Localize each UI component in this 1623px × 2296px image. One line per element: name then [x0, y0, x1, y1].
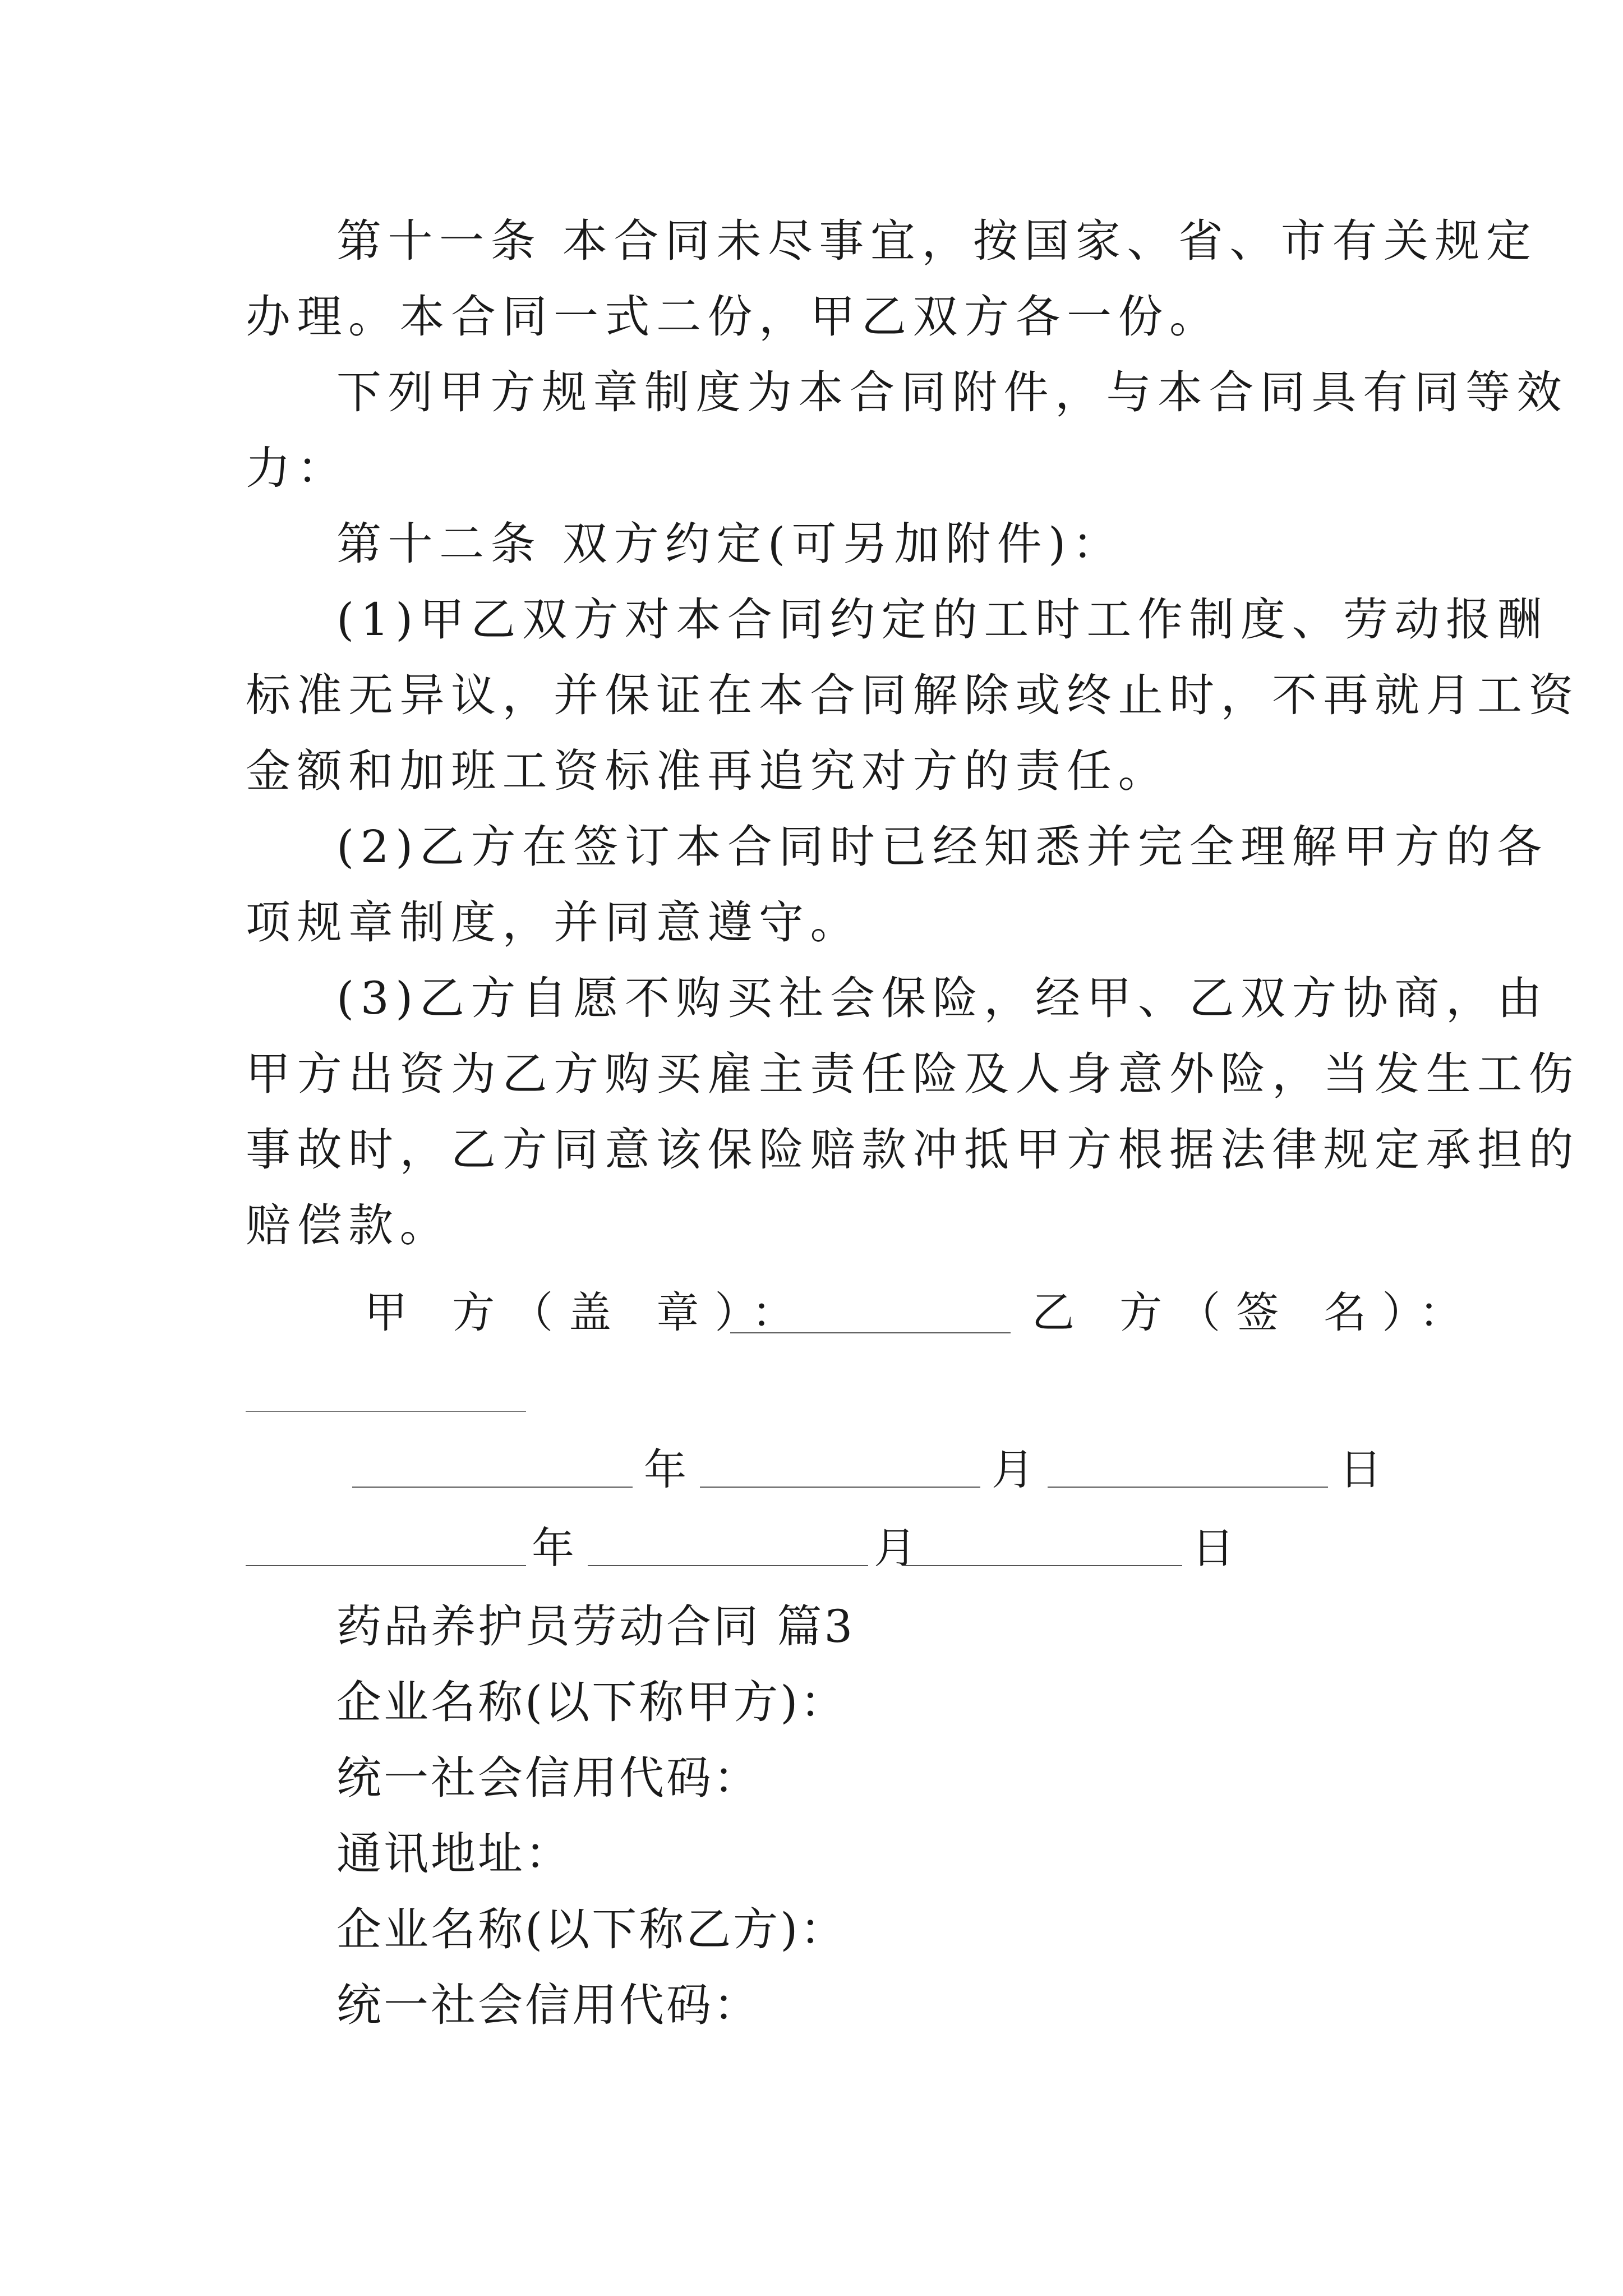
- party-a-day-label: 日: [1339, 1444, 1382, 1494]
- clause-2-line-1: (2)乙方在签订本合同时已经知悉并完全理解甲方的各: [336, 821, 1548, 873]
- company-a-name-field: 企业名称(以下称甲方)：: [336, 1676, 847, 1728]
- party-b-signature-blank[interactable]: [246, 1372, 526, 1412]
- clause-3-line-3: 事故时，乙方同意该保险赔款冲抵甲方根据法律规定承担的: [246, 1124, 1580, 1176]
- article-12-title: 第十二条 双方约定(可另加附件)：: [336, 518, 1124, 570]
- annex-line-1: 下列甲方规章制度为本合同附件，与本合同具有同等效: [336, 366, 1568, 418]
- party-b-day-blank[interactable]: [902, 1526, 1182, 1566]
- party-a-year-blank[interactable]: [352, 1447, 633, 1488]
- party-a-year-label: 年: [644, 1444, 686, 1494]
- party-a-day-blank[interactable]: [1048, 1447, 1328, 1488]
- article-11-line-2: 办理。本合同一式二份，甲乙双方各一份。: [246, 291, 1221, 343]
- party-a-month-blank[interactable]: [700, 1447, 980, 1488]
- party-b-year-label: 年: [532, 1523, 574, 1573]
- party-b-year-blank[interactable]: [246, 1526, 526, 1566]
- company-b-name-field: 企业名称(以下称乙方)：: [336, 1903, 847, 1955]
- clause-2-line-2: 项规章制度，并同意遵守。: [246, 896, 861, 949]
- party-b-day-label: 日: [1192, 1523, 1234, 1573]
- clause-3-line-1: (3)乙方自愿不购买社会保险，经甲、乙双方协商，由: [336, 972, 1548, 1024]
- party-b-signature-label: 乙 方（签 名）：: [1032, 1287, 1478, 1337]
- party-b-month-blank[interactable]: [588, 1526, 868, 1566]
- party-b-month-label: 月: [874, 1523, 916, 1573]
- clause-1-line-2: 标准无异议，并保证在本合同解除或终止时，不再就月工资: [246, 669, 1580, 721]
- clause-3-line-2: 甲方出资为乙方购买雇主责任险及人身意外险，当发生工伤: [246, 1048, 1580, 1100]
- section-3-heading: 药品养护员劳动合同 篇3: [336, 1600, 855, 1653]
- company-a-credit-code-field: 统一社会信用代码：: [336, 1752, 760, 1804]
- party-a-month-label: 月: [992, 1444, 1034, 1494]
- company-b-credit-code-field: 统一社会信用代码：: [336, 1979, 760, 2031]
- clause-1-line-3: 金额和加班工资标准再追究对方的责任。: [246, 745, 1169, 797]
- party-a-seal-blank[interactable]: [730, 1293, 1011, 1333]
- annex-line-2: 力：: [246, 442, 348, 494]
- address-field: 通讯地址：: [336, 1828, 572, 1880]
- clause-1-line-1: (1)甲乙双方对本合同约定的工时工作制度、劳动报酬: [336, 593, 1548, 646]
- article-11-line-1: 第十一条 本合同未尽事宜，按国家、省、市有关规定: [336, 215, 1538, 267]
- party-a-seal-label: 甲 方（盖 章）：: [365, 1287, 810, 1337]
- clause-3-line-4: 赔偿款。: [246, 1199, 451, 1251]
